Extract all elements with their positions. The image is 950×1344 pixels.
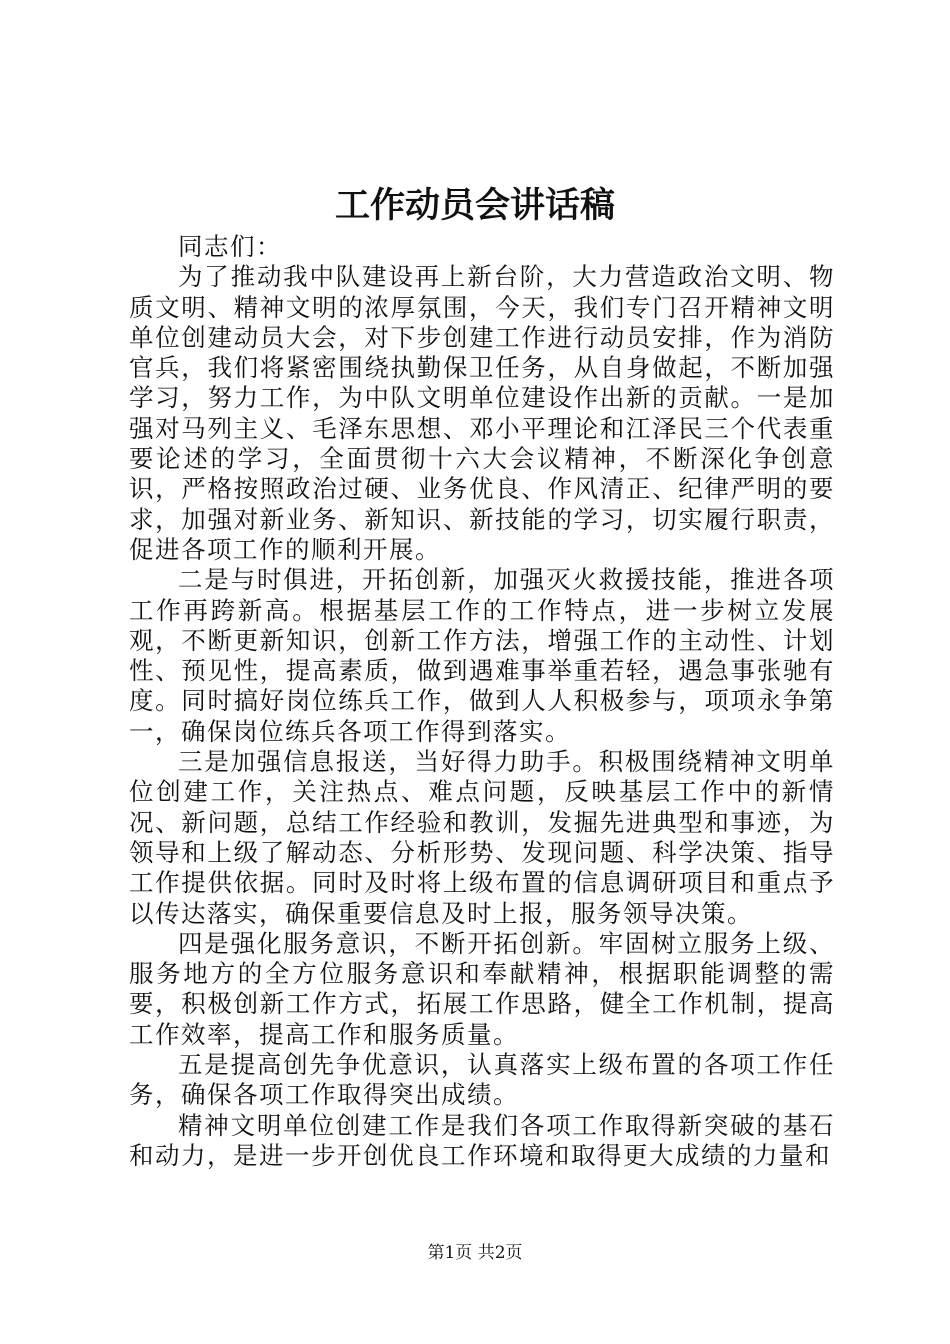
paragraph-6: 精神文明单位创建工作是我们各项工作取得新突破的基石和动力，是进一步开创优良工作环境和取得更大成绩的力量和 bbox=[129, 1110, 835, 1170]
paragraph-3: 三是加强信息报送，当好得力助手。积极围绕精神文明单位创建工作，关注热点、难点问题，反映基层工作中的新情况、新问题，总结工作经验和教训，发掘先进典型和事迹，为领导和上级了解动态、分析形势、发现问题、科学决策、指导工作提供依据。同时及时将上级布置的信息调研项目和重点予以传达落实，确保重要信息及时上报，服务领导决策。 bbox=[129, 747, 835, 928]
paragraph-4: 四是强化服务意识，不断开拓创新。牢固树立服务上级、服务地方的全方位服务意识和奉献精神，根据职能调整的需要，积极创新工作方式，拓展工作思路，健全工作机制，提高工作效率，提高工作和服务质量。 bbox=[129, 928, 835, 1049]
paragraph-5: 五是提高创先争优意识，认真落实上级布置的各项工作任务，确保各项工作取得突出成绩。 bbox=[129, 1050, 835, 1110]
document-body bbox=[129, 232, 835, 1171]
paragraph-1: 为了推动我中队建设再上新台阶，大力营造政治文明、物质文明、精神文明的浓厚氛围，今天，我们专门召开精神文明单位创建动员大会，对下步创建工作进行动员安排，作为消防官兵，我们将紧密围绕执勤保卫任务，从自身做起，不断加强学习，努力工作，为中队文明单位建设作出新的贡献。一是加强对马列主义、毛泽东思想、邓小平理论和江泽民三个代表重要论述的学习，全面贯彻十六大会议精神，不断深化争创意识，严格按照政治过硬、业务优良、作风清正、纪律严明的要求，加强对新业务、新知识、新技能的学习，切实履行职责，促进各项工作的顺利开展。 bbox=[129, 262, 835, 564]
salutation: 同志们： bbox=[178, 232, 282, 261]
page-number-footer: 第1页 共2页 bbox=[427, 1243, 523, 1263]
paragraph-2: 二是与时俱进，开拓创新，加强灭火救援技能，推进各项工作再跨新高。根据基层工作的工作特点，进一步树立发展观，不断更新知识，创新工作方法，增强工作的主动性、计划性、预见性，提高素质，做到遇难事举重若轻，遇急事张驰有度。同时搞好岗位练兵工作，做到人人积极参与，项项永争第一，确保岗位练兵各项工作得到落实。 bbox=[129, 565, 835, 746]
document-title: 工作动员会讲话稿 bbox=[334, 185, 615, 226]
